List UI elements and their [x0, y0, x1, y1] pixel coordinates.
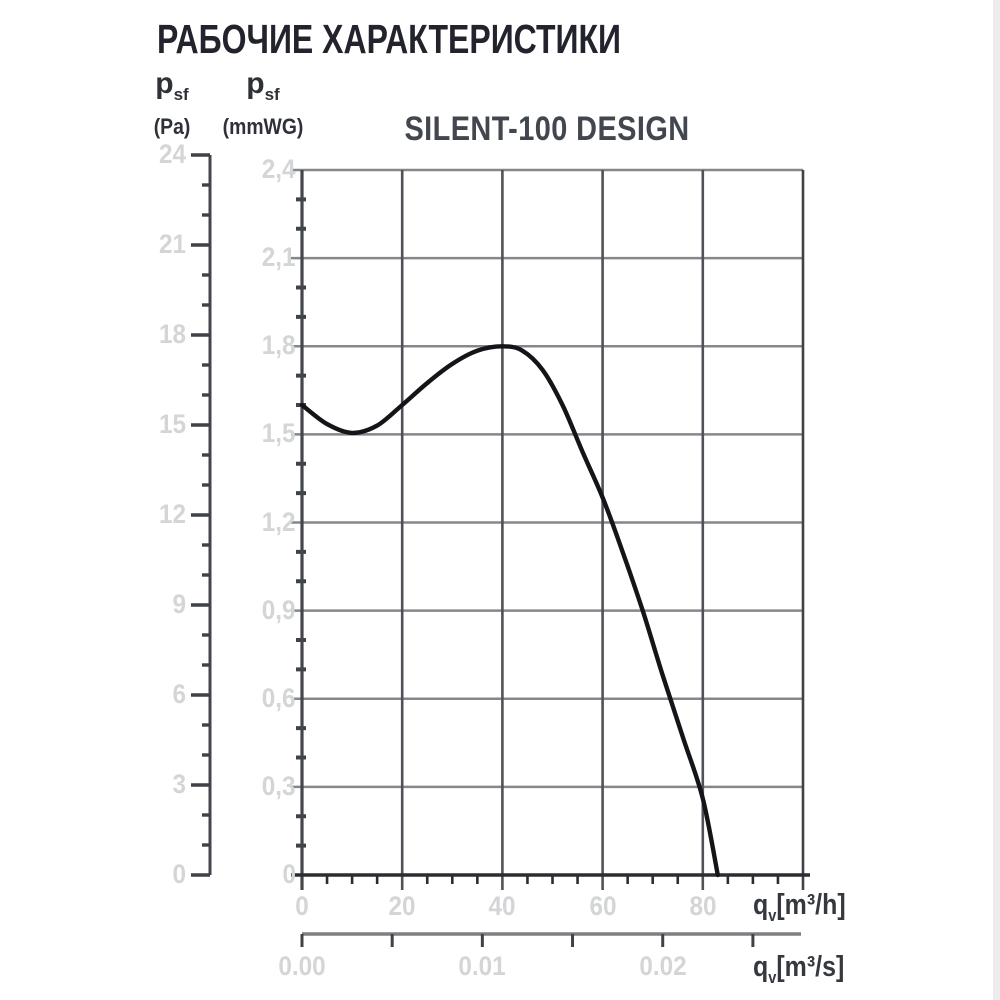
- mmwg-tick-label: 0,9: [262, 594, 296, 625]
- mmwg-tick-label: 0,6: [262, 682, 296, 713]
- chart-title: SILENT-100 DESIGN: [404, 110, 690, 148]
- pa-tick-label: 12: [158, 499, 186, 529]
- m3h-tick-label: 40: [488, 891, 516, 921]
- pa-tick-label: 0: [172, 859, 186, 889]
- pressure-symbol-mmwg: $p_{sf}$: [246, 67, 280, 104]
- pa-tick-label: 15: [158, 409, 186, 439]
- m3h-tick-label: 60: [589, 891, 617, 921]
- mmwg-tick-label: 1,8: [262, 330, 296, 361]
- pa-tick-label: 3: [172, 769, 186, 799]
- mmwg-tick-label: 0,3: [262, 770, 296, 801]
- pa-tick-label: 18: [158, 319, 186, 349]
- pressure-unit-mmwg: (mmWG): [222, 114, 304, 139]
- m3h-tick-label: 20: [388, 891, 416, 921]
- mmwg-tick-label: 0: [282, 859, 296, 889]
- pa-tick-label: 24: [158, 139, 186, 169]
- pa-tick-label: 21: [158, 229, 186, 259]
- mmwg-tick-label: 2,4: [262, 154, 296, 184]
- pressure-unit-pa: (Pa): [153, 114, 191, 139]
- pa-tick-label: 6: [172, 679, 186, 709]
- m3s-tick-label: 0.00: [278, 951, 326, 981]
- mmwg-tick-label: 2,1: [262, 242, 296, 273]
- pa-tick-label: 9: [172, 589, 186, 619]
- m3s-tick-label: 0.01: [458, 951, 507, 981]
- mmwg-tick-label: 1,5: [262, 418, 296, 449]
- page-title: РАБОЧИЕ ХАРАКТЕРИСТИКИ: [157, 16, 622, 62]
- mmwg-tick-label: 1,2: [262, 506, 296, 537]
- m3h-tick-label: 0: [295, 891, 309, 921]
- flow-axis-unit-m3h: $q_v[m^3/h]$: [753, 889, 846, 925]
- flow-axis-unit-m3s: $q_v[m^3/s]$: [753, 951, 845, 987]
- scan-edge-artifact: [993, 0, 1000, 1000]
- m3s-tick-label: 0.02: [639, 951, 687, 981]
- m3h-tick-label: 80: [689, 891, 717, 921]
- pressure-symbol-pa: $p_{sf}$: [155, 67, 189, 104]
